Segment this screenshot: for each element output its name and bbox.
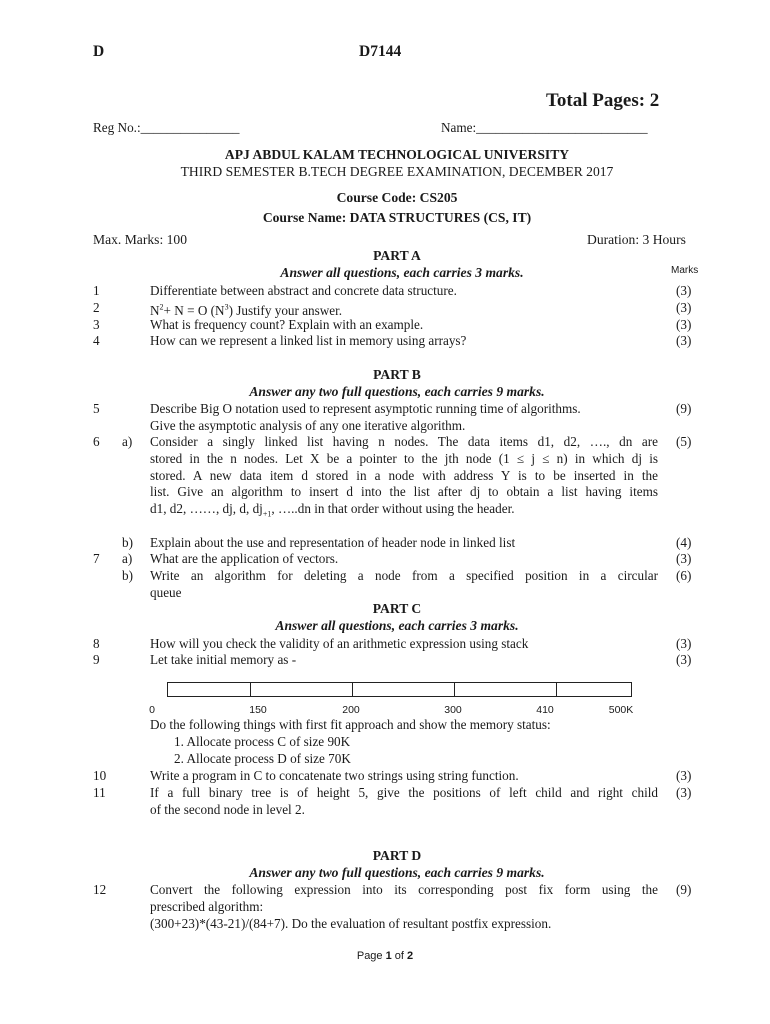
question-marks: (3) (676, 283, 692, 298)
text-line: Describe Big O notation used to represent asymptotic running time of algorithms. (150, 401, 581, 416)
sub-question-label: a) (122, 551, 133, 566)
question-number: 1 (93, 283, 100, 298)
sub-question-label: a) (122, 434, 133, 449)
memory-partition-line (454, 683, 455, 696)
text-line: Convert the following expression into its corresponding post fix form using the (150, 882, 658, 897)
memory-partition-line (352, 683, 353, 696)
part-d-title: PART D (372, 848, 422, 863)
page-of: of (391, 950, 408, 962)
memory-label: 300 (444, 704, 462, 716)
question-marks: (3) (676, 317, 692, 332)
question-number: 9 (93, 652, 100, 667)
text-line: Consider a singly linked list having n nodes. The data items d1, d2, …., dn are (150, 434, 658, 449)
part-a-title: PART A (373, 248, 421, 263)
memory-label: 0 (149, 704, 155, 716)
memory-label: 150 (249, 704, 267, 716)
text-line: Write an algorithm for deleting a node from a specified position in a circular (150, 568, 658, 583)
text-part: + N = O (N (163, 303, 225, 319)
marks-label: Marks (671, 265, 699, 276)
part-b-instruction: Answer any two full questions, each carries 9 marks. (249, 384, 545, 399)
superscript: 3 (224, 303, 229, 312)
text-part: N (150, 303, 160, 319)
page-current: 1 (385, 950, 392, 962)
question-marks: (6) (676, 568, 692, 583)
question-text: What is frequency count? Explain with an example. (150, 317, 424, 332)
page-total: 2 (407, 950, 414, 962)
question-number: 3 (93, 317, 100, 332)
exam-title: THIRD SEMESTER B.TECH DEGREE EXAMINATION, DECEMBER 2017 (180, 164, 614, 179)
text-line: Give the asymptotic analysis of any one iterative algorithm. (150, 417, 466, 433)
max-marks: Max. Marks: 100 (93, 232, 188, 247)
course-name: Course Name: DATA STRUCTURES (CS, IT) (262, 210, 532, 225)
subscript: +1 (262, 509, 272, 519)
question-text (150, 785, 658, 819)
question-marks: (3) (676, 300, 692, 315)
memory-partition-line (556, 683, 557, 696)
university-name: APJ ABDUL KALAM TECHNOLOGICAL UNIVERSITY (224, 147, 570, 162)
question-marks: (9) (676, 401, 692, 416)
question-number: 2 (93, 300, 100, 315)
question-text (150, 434, 658, 524)
question-marks: (3) (676, 636, 692, 651)
question-marks: (3) (676, 333, 692, 348)
part-b-title: PART B (373, 367, 421, 382)
text-line: (300+23)*(43-21)/(84+7). Do the evaluation of resultant postfix expression. (150, 915, 552, 931)
question-number: 10 (93, 768, 107, 783)
question-marks: (3) (676, 785, 692, 800)
list-item: 1. Allocate process C of size 90K (174, 734, 351, 749)
text-line: stored in the n nodes. Let X be a pointer to the jth node (1 ≤ j ≤ n) in which dj is (150, 450, 658, 466)
reg-no: Reg No.:_______________ (93, 120, 240, 135)
memory-label: 200 (342, 704, 360, 716)
page-prefix: Page (356, 950, 386, 962)
total-pages: Total Pages: 2 (546, 90, 660, 111)
duration: Duration: 3 Hours (587, 232, 686, 247)
question-marks: (9) (676, 882, 692, 897)
paper-code: D7144 (359, 43, 402, 60)
memory-label: 410 (536, 704, 554, 716)
question-number: 8 (93, 636, 100, 651)
question-text: Write a program in C to concatenate two strings using string function. (150, 768, 519, 783)
question-marks: (3) (676, 768, 692, 783)
question-text: Explain about the use and representation of header node in linked list (150, 535, 516, 550)
question-marks: (4) (676, 535, 692, 550)
part-d-instruction: Answer any two full questions, each carries 9 marks. (249, 865, 545, 880)
question-number: 5 (93, 401, 100, 416)
text-part: , …..dn in that order without using the header. (271, 501, 515, 517)
sub-question-label: b) (122, 568, 133, 583)
question-marks: (3) (676, 551, 692, 566)
memory-partition-line (250, 683, 251, 696)
question-number: 12 (93, 882, 107, 897)
superscript: 2 (159, 303, 164, 312)
memory-label: 500K (608, 704, 634, 716)
part-c-title: PART C (372, 601, 422, 616)
text-part: ) Justify your answer. (228, 303, 343, 319)
text-line: list. Give an algorithm to insert d into the list after dj to obtain a list having items (150, 484, 658, 500)
question-number: 7 (93, 551, 100, 566)
text-line: of the second node in level 2. (150, 801, 305, 817)
question-text (150, 568, 658, 602)
question-text: How will you check the validity of an arithmetic expression using stack (150, 636, 529, 651)
page-number (357, 950, 413, 962)
name-field: Name:__________________________ (441, 120, 648, 135)
question-number: 11 (93, 785, 106, 800)
memory-diagram (167, 682, 632, 697)
list-item: 2. Allocate process D of size 70K (174, 751, 351, 766)
text-line: stored. A new data item d stored in a node with address Y is to be inserted in the (150, 467, 658, 483)
question-text: Differentiate between abstract and concrete data structure. (150, 283, 457, 298)
text-line: queue (150, 584, 182, 600)
question-text: Do the following things with first fit approach and show the memory status: (150, 717, 551, 732)
question-marks: (3) (676, 652, 692, 667)
question-text: What are the application of vectors. (150, 551, 339, 566)
question-marks: (5) (676, 434, 692, 449)
left-code: D (93, 43, 105, 60)
question-number: 6 (93, 434, 100, 449)
question-text: How can we represent a linked list in memory using arrays? (150, 333, 467, 348)
part-c-instruction: Answer all questions, each carries 3 marks. (275, 618, 519, 633)
question-text: Let take initial memory as - (150, 652, 297, 667)
question-text (150, 401, 658, 435)
sub-question-label: b) (122, 535, 133, 550)
part-a-instruction: Answer all questions, each carries 3 marks. (280, 265, 524, 280)
course-code: Course Code: CS205 (336, 190, 458, 205)
question-number: 4 (93, 333, 100, 348)
question-text (150, 882, 658, 932)
text-part: d1, d2, ……, dj, d, dj (150, 501, 263, 517)
text-line: prescribed algorithm: (150, 898, 264, 914)
text-line (150, 501, 658, 523)
text-line: If a full binary tree is of height 5, give the positions of left child and right child (150, 785, 658, 800)
